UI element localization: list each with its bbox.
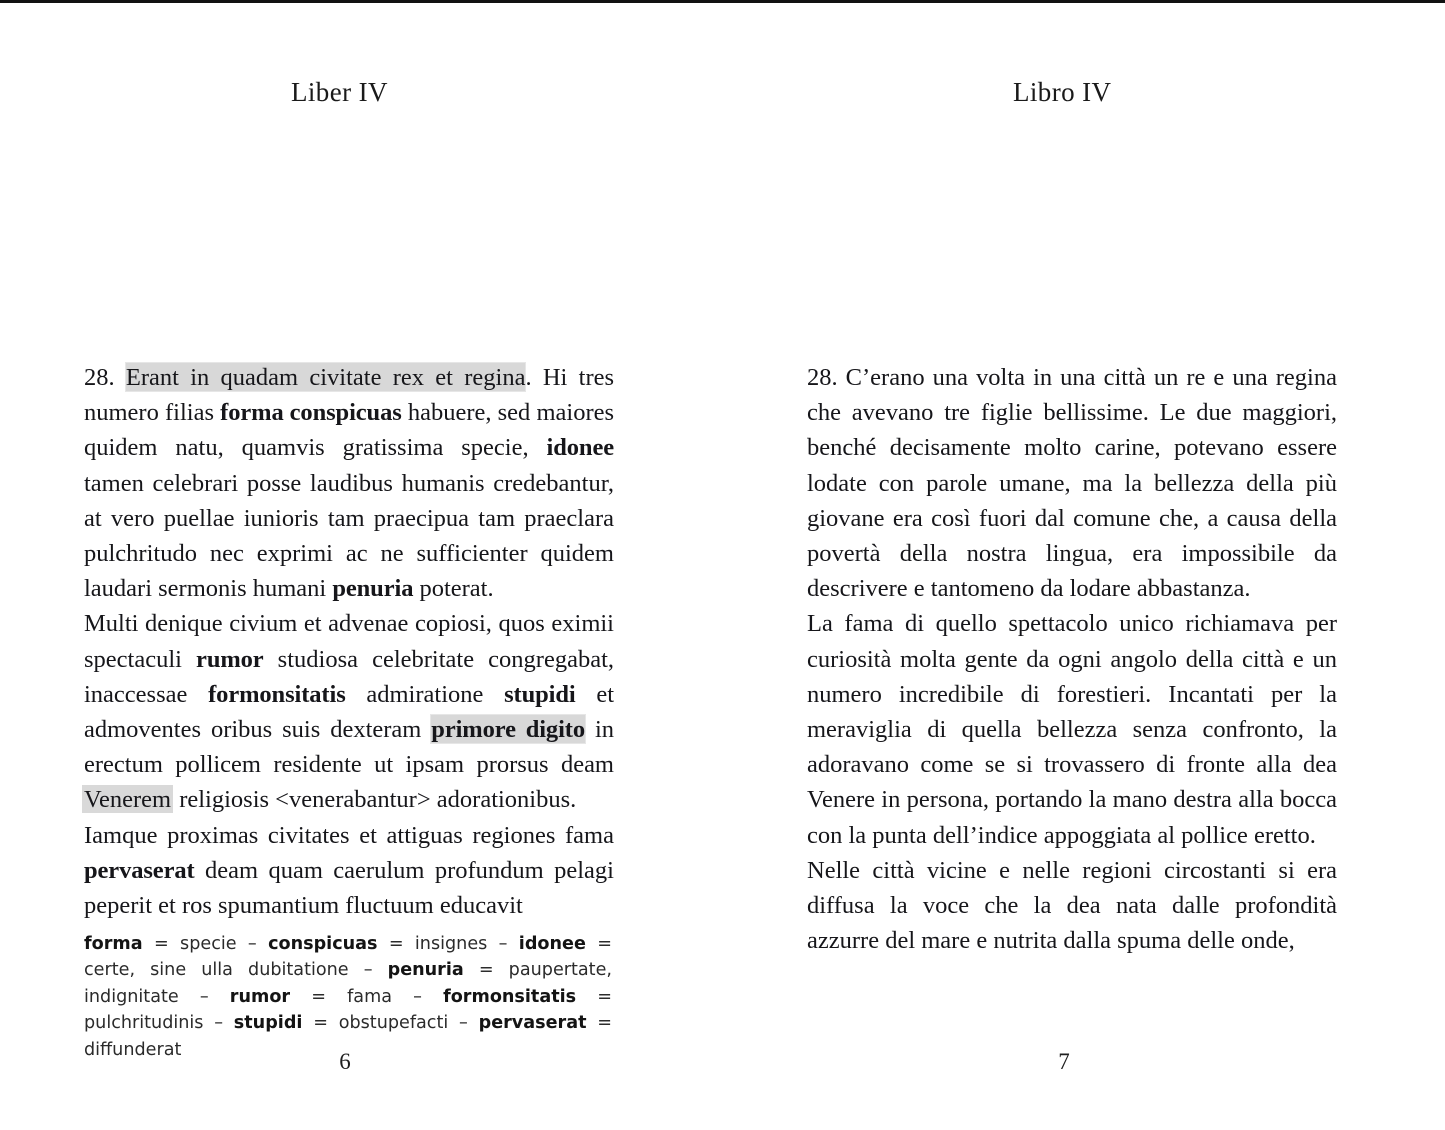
glossary-term: conspicuas [268,934,378,954]
right-page-running-head: Libro IV [1013,77,1112,107]
highlighted-phrase: primore digito [431,716,586,744]
latin-gloss-term: pervaserat [84,856,195,884]
italian-paragraph-3: Nelle città vicine e nelle regioni circostanti si era diffusa la voce che la dea nata dalle profondità azzurre del mare e nutrita dalla spuma delle onde, [807,856,1337,955]
latin-gloss-term: forma conspicuas [220,399,402,427]
latin-paragraph-3 [84,818,614,924]
highlighted-phrase: Venerem [84,786,172,814]
latin-text-run: admiratione [345,680,505,708]
glossary-separator: – [178,986,230,1007]
glossary-term: idonee [518,934,586,954]
latin-paragraph-2 [84,606,614,817]
highlighted-phrase: Erant in quadam civitate rex et regina [125,364,526,391]
glossary-term: penuria [387,960,464,981]
glossary-definition: = certe, sine ulla dubitatione [84,934,612,981]
latin-gloss-term: formonsitatis [208,680,346,708]
left-page-running-head: Liber IV [291,77,388,107]
glossary-term: formonsitatis [443,986,577,1007]
latin-text-run: religiosis <venerabantur> adorationibus. [173,786,577,814]
glossary-term: forma [84,934,143,954]
latin-text-run: in erectum pollicem residente ut ipsam prorsus deam [84,716,615,779]
glossary-term: rumor [229,986,291,1007]
latin-text-run: Multi denique civium et advenae copiosi, quos eximii spectaculi [84,610,614,673]
latin-text-run: tamen celebrari posse laudibus humanis credebantur, at vero puellae iunioris tam praecipua tam praeclara pulchritudo nec exprimi ac ne sufficienter quidem laudari sermonis humani [84,469,614,603]
glossary-definition: = paupertate, indignitate [84,960,612,1007]
latin-text-run: studiosa celebritate congregabat, inaccessae [84,645,615,708]
latin-text-run: poterat. [413,575,494,603]
italian-paragraph-1: 28. C’erano una volta in una città un re e una regina che avevano tre figlie bellissime. Le due maggiori, benché decisamente molto carine, potevano essere lodate con parole umane, ma la bellezza della più giovane era così fuori dal comune che, a causa della povertà della nostra lingua, era impossibile da descrivere e tantomeno da lodare abbastanza. [807,364,1337,603]
latin-paragraph-1 [84,360,614,606]
right-page-folio: 7 [1058,1049,1070,1074]
latin-text-run: et admoventes oribus suis dexteram [84,680,615,744]
latin-gloss-term: penuria [332,575,414,603]
glossary-definition: = obstupefacti [302,1013,449,1034]
latin-text-run: . Hi tres numero filias [84,364,615,427]
glossary-definition: = diffunderat [84,1013,613,1060]
italian-text-block [807,360,1337,958]
glossary-separator: – [203,1013,234,1034]
latin-glossary-footnote [84,931,612,1063]
glossary-term: pervaserat [478,1013,587,1034]
latin-gloss-term: rumor [196,645,264,673]
left-page-folio: 6 [339,1049,351,1074]
glossary-separator: – [236,934,269,954]
latin-gloss-term: stupidi [504,680,576,708]
glossary-definition: = specie [142,934,237,954]
right-page [723,3,1445,1130]
left-page [0,3,722,1130]
glossary-separator: – [487,934,519,954]
latin-text-run: 28. [84,364,126,391]
latin-gloss-term: idonee [546,434,614,462]
glossary-definition: = insignes [377,934,488,954]
glossary-separator: – [348,960,388,981]
latin-text-run: habuere, sed maiores quidem natu, quamvis gratissima specie, [84,399,615,462]
glossary-separator: – [392,986,444,1007]
latin-text-block [84,360,614,923]
latin-text-run: Iamque proximas civitates et attiguas regiones fama [84,821,614,849]
glossary-separator: – [448,1013,479,1034]
latin-text-run: deam quam caerulum profundum pelagi peperit et ros spumantium fluctuum educavit [84,856,614,920]
glossary-definition: = pulchritudinis [84,986,612,1034]
glossary-definition: = fama [290,986,392,1007]
italian-paragraph-2: La fama di quello spettacolo unico richiamava per curiosità molta gente da ogni angolo della città e un numero incredibile di forestieri. Incantati per la meraviglia di quella bellezza senza confronto, la adoravano come se si trovassero di fronte alla dea Venere in persona, portando la mano destra alla bocca con la punta dell’indice appoggiata al pollice eretto. [807,610,1337,849]
glossary-term: stupidi [233,1013,303,1034]
